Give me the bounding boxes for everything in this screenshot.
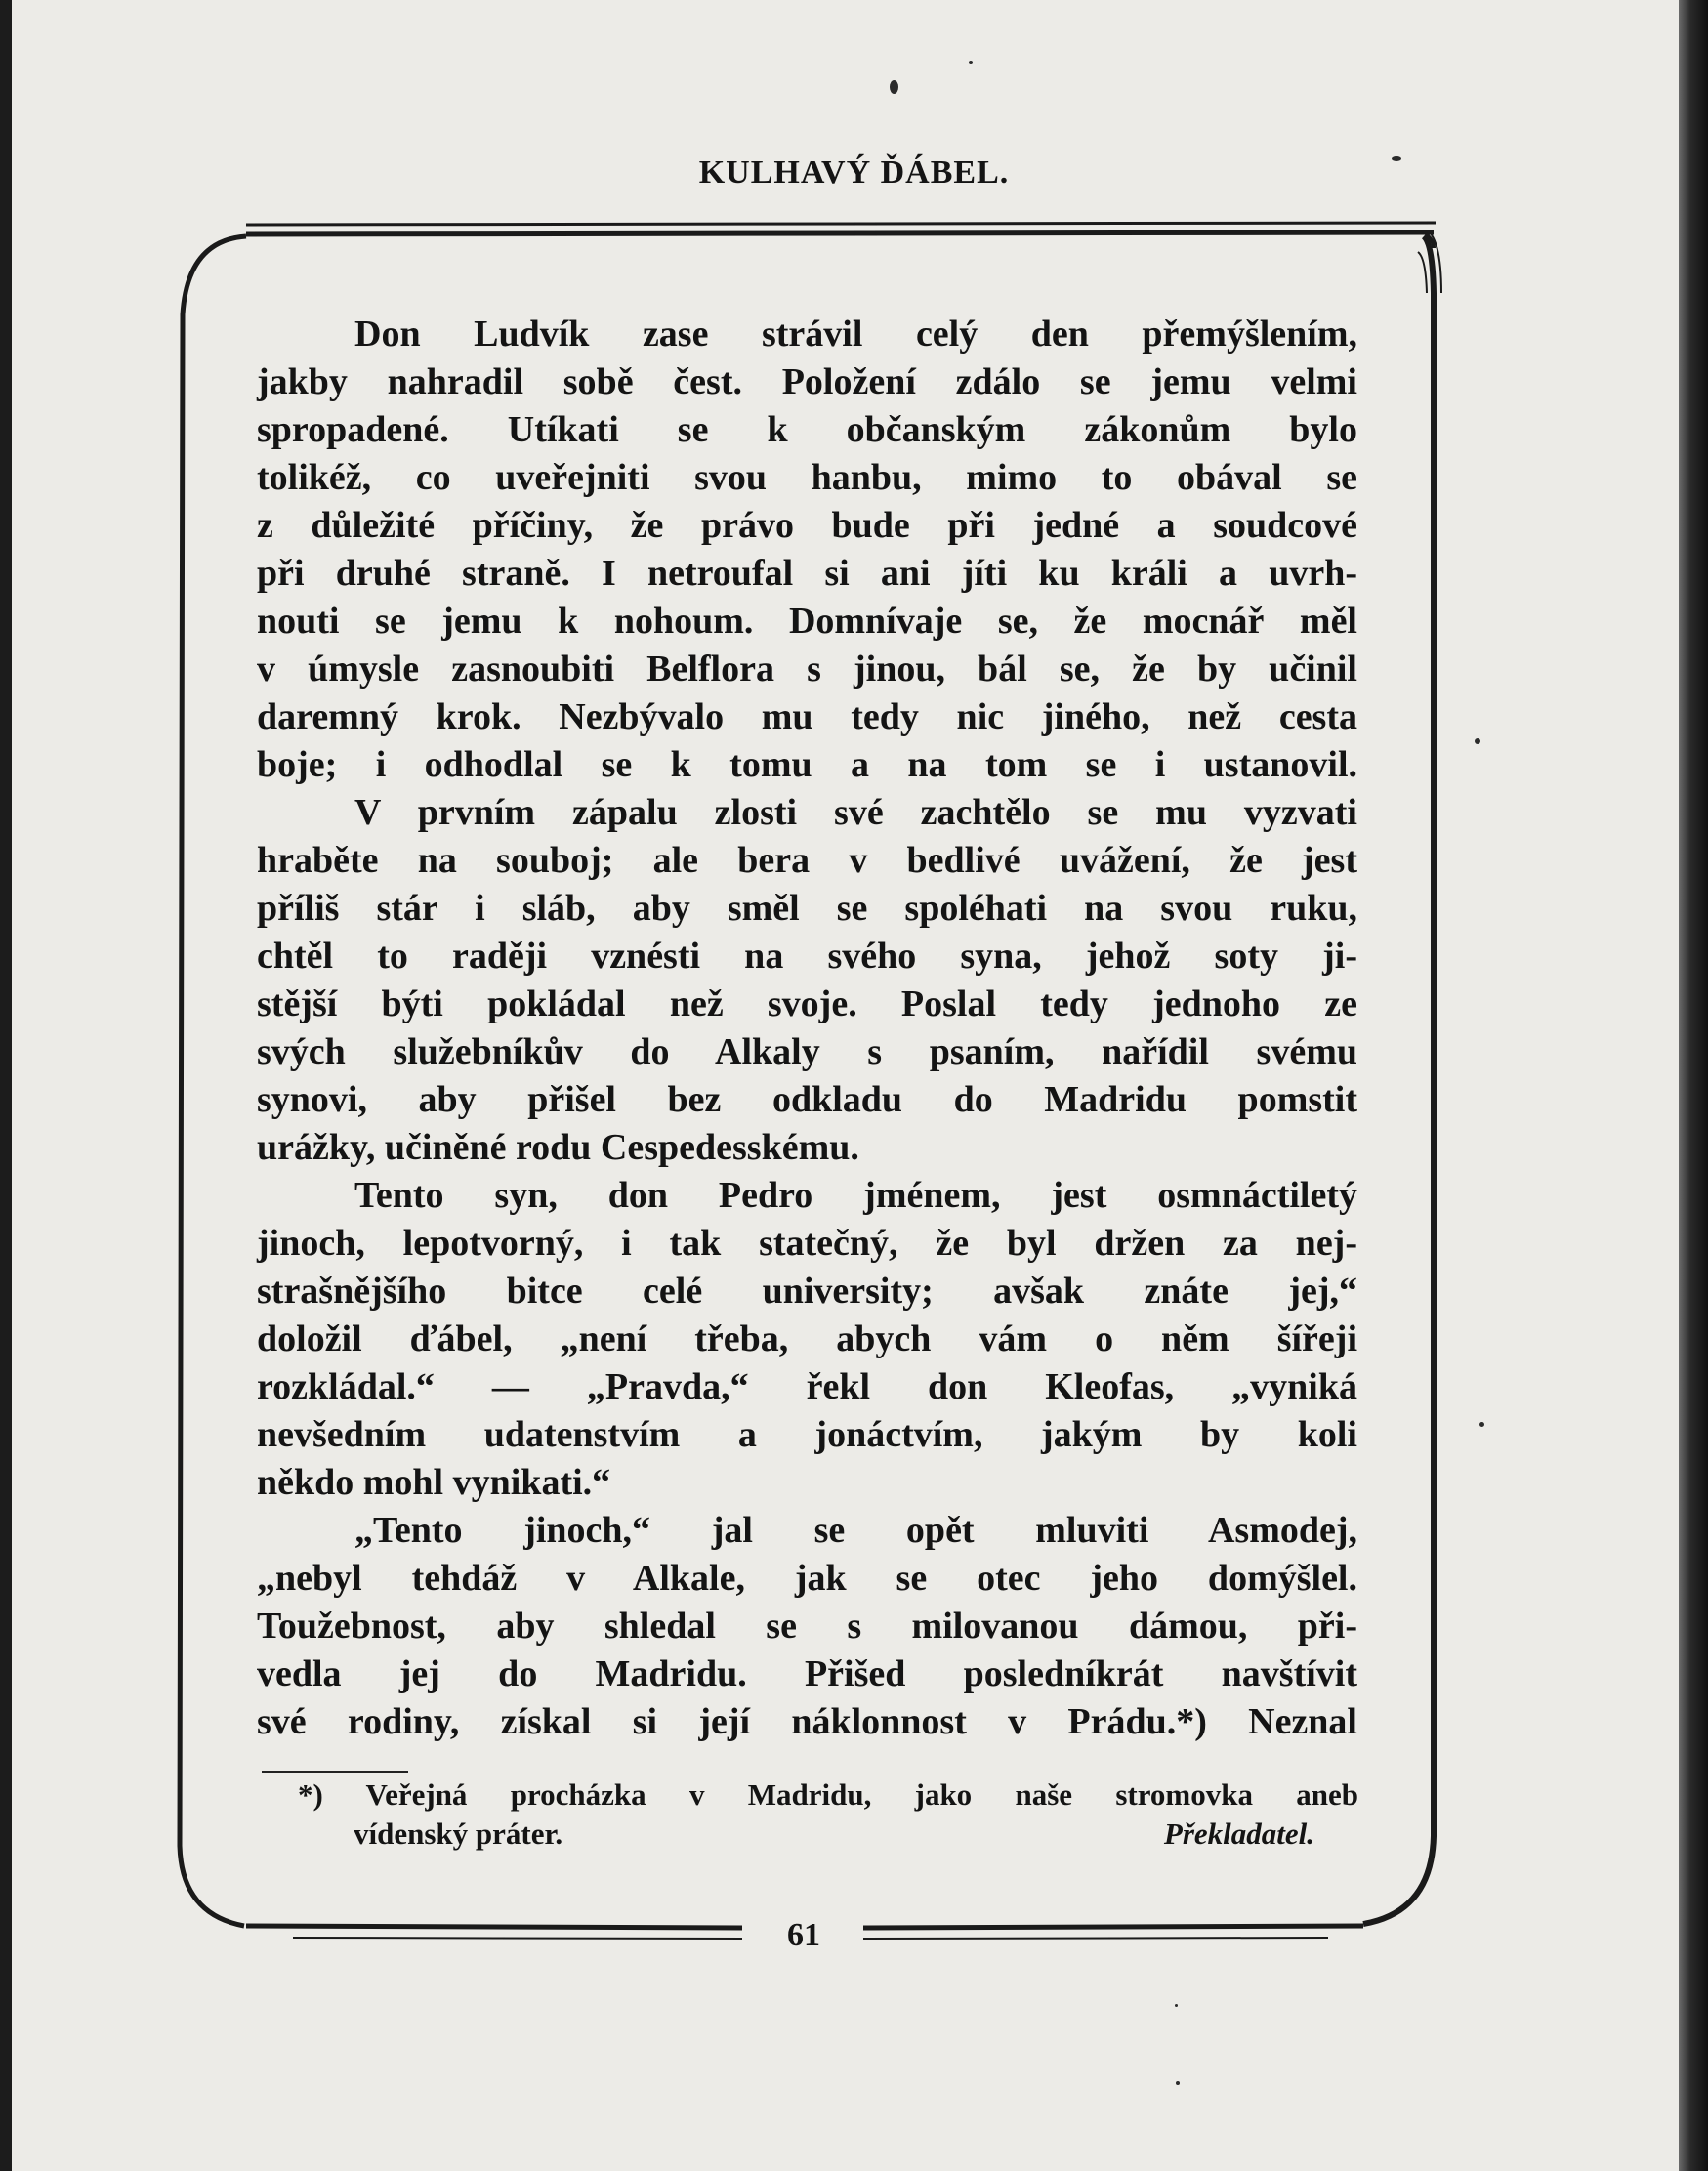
text-line: strašnějšího bitce celé university; avšak znáte jej,“ (257, 1271, 1357, 1312)
text-line: z důležité příčiny, že právo bude při jedné a soudcové (257, 505, 1357, 546)
text-line: nevšedním udatenstvím a jonáctvím, jakým by koli (257, 1414, 1357, 1455)
text-line: jakby nahradil sobě čest. Položení zdálo se jemu velmi (257, 361, 1357, 402)
text-line: „Tento jinoch,“ jal se opět mluviti Asmodej, (354, 1510, 1357, 1551)
footnote-line: *) Veřejná procházka v Madridu, jako naše stromovka aneb (298, 1777, 1358, 1812)
footnote-text: vídenský práter. (354, 1816, 563, 1851)
text-line: doložil ďábel, „není třeba, abych vám o něm šířeji (257, 1318, 1357, 1359)
body-text (257, 311, 1357, 1746)
text-line: V prvním zápalu zlosti své zachtělo se mu vyzvati (354, 792, 1357, 833)
footnote-line (298, 1815, 1358, 1854)
translator-signature: Překladatel. (1163, 1816, 1314, 1851)
text-line: hraběte na souboj; ale bera v bedlivé uvážení, že jest (257, 840, 1357, 881)
text-line: své rodiny, získal si její náklonnost v Prádu.*) Neznal (257, 1701, 1357, 1742)
page-number: 61 (787, 1917, 820, 1953)
text-line: nouti se jemu k nohoum. Domnívaje se, že mocnář měl (257, 601, 1357, 642)
footnote-rule (262, 1771, 408, 1773)
text-line: synovi, aby přišel bez odkladu do Madridu pomstit (257, 1079, 1357, 1120)
text-line: jinoch, lepotvorný, i tak statečný, že byl držen za nej- (257, 1223, 1357, 1264)
text-line: příliš stár i sláb, aby směl se spoléhati na svou ruku, (257, 888, 1357, 929)
text-line: svých služebníkův do Alkaly s psaním, nařídil svému (257, 1031, 1357, 1072)
text-line: Don Ludvík zase strávil celý den přemýšlením, (354, 313, 1357, 355)
running-title: KULHAVÝ ĎÁBEL. (698, 154, 1010, 190)
text-line: Toužebnost, aby shledal se s milovanou dámou, při- (257, 1606, 1357, 1647)
text-line: rozkládal.“ — „Pravda,“ řekl don Kleofas, „vyniká (257, 1366, 1357, 1407)
text-line: chtěl to raději vznésti na svého syna, jehož soty ji- (257, 936, 1357, 977)
text-line: stější býti pokládal než svoje. Poslal tedy jednoho ze (257, 983, 1357, 1024)
text-line: při druhé straně. I netroufal si ani jíti ku králi a uvrh- (257, 553, 1357, 594)
text-line: boje; i odhodlal se k tomu a na tom se i ustanovil. (257, 744, 1357, 785)
footnote (298, 1775, 1358, 1854)
text-line: Tento syn, don Pedro jménem, jest osmnáctiletý (354, 1175, 1357, 1216)
text-line: daremný krok. Nezbývalo mu tedy nic jiného, než cesta (257, 696, 1357, 737)
text-line: někdo mohl vynikati.“ (257, 1462, 611, 1503)
text-line: vedla jej do Madridu. Přišed posledníkrát navštívit (257, 1653, 1357, 1694)
text-line: „nebyl tehdáž v Alkale, jak se otec jeho domýšlel. (257, 1558, 1357, 1599)
text-line: v úmysle zasnoubiti Belflora s jinou, bál se, že by učinil (257, 648, 1357, 689)
text-line: spropadené. Utíkati se k občanským zákonům bylo (257, 409, 1357, 450)
text-line: tolikéž, co uveřejniti svou hanbu, mimo to obával se (257, 457, 1357, 498)
text-line: urážky, učiněné rodu Cespedesskému. (257, 1127, 859, 1168)
